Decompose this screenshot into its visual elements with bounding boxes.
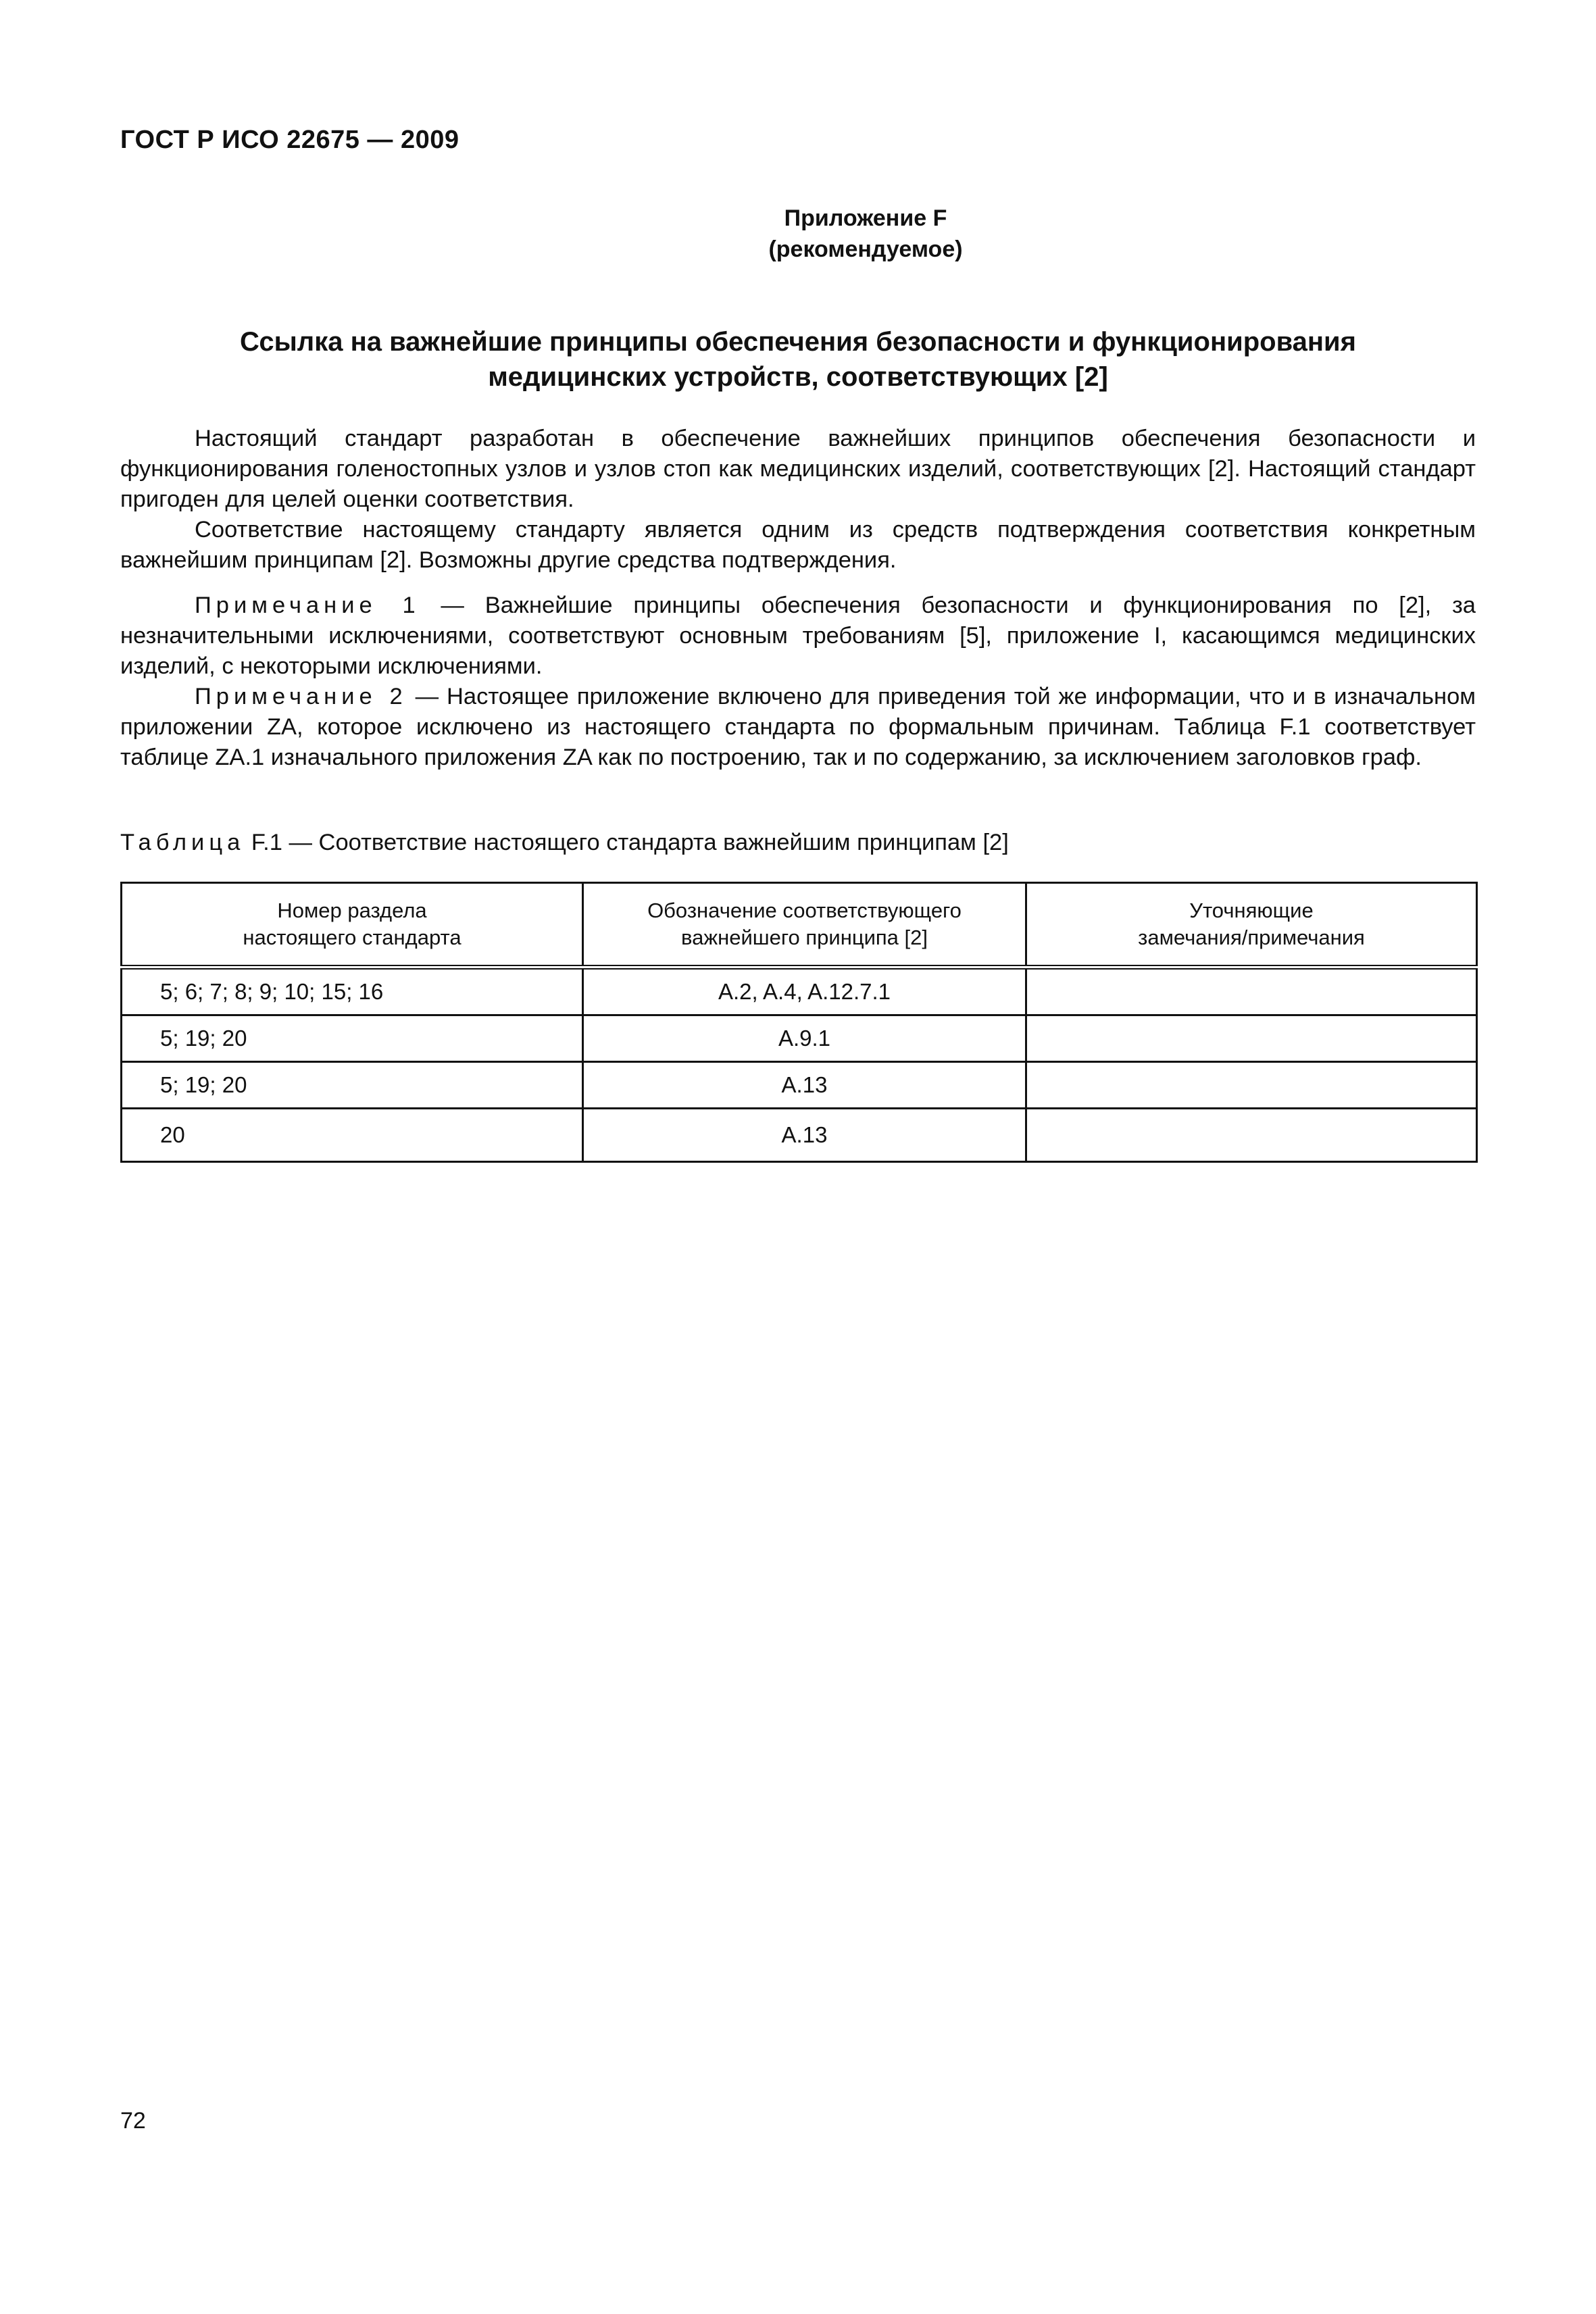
cell-remarks <box>1026 1015 1477 1062</box>
paragraph-2: Соответствие настоящему стандарту является одним из средств подтверждения соответствия конкретным важнейшим принципам [2]. Возможны другие средства подтверждения. <box>120 517 1476 573</box>
header-principle-designation <box>583 883 1026 967</box>
cell-section: 5; 19; 20 <box>122 1062 583 1109</box>
cell-principle: A.9.1 <box>583 1015 1026 1062</box>
cell-remarks <box>1026 967 1477 1015</box>
header-remarks-line-1: Уточняющие <box>1189 899 1314 922</box>
annex-name: Приложение F <box>784 205 947 231</box>
table-row <box>122 1109 1477 1162</box>
cell-remarks <box>1026 1109 1477 1162</box>
header-remarks-line-2: замечания/примечания <box>1138 926 1365 949</box>
header-section-number <box>122 883 583 967</box>
cell-section: 20 <box>122 1109 583 1162</box>
header-remarks <box>1026 883 1477 967</box>
table-header-row <box>122 883 1477 967</box>
cell-principle: A.13 <box>583 1109 1026 1162</box>
body-text <box>120 424 1476 773</box>
annex-heading <box>0 203 1596 265</box>
note-2-text: — Настоящее приложение включено для приведения той же информации, что и в изначальном приложении ZA, которое исключено из настоящего стандарта по формальным причинам. Таблица F.1 соответствует таблице ZA.1 изначального приложения ZA как по построению, так и по содержанию, за исключением заголовков граф. <box>120 684 1476 770</box>
paragraph-1: Настоящий стандарт разработан в обеспечение важнейших принципов обеспечения безопасности и функционирования голеностопных узлов и узлов стоп как медицинских изделий, соответствующих [2]. Настоящий стандарт пригоден для целей оценки соответствия. <box>120 426 1476 512</box>
header-principle-designation-line-1: Обозначение соответствующего <box>647 899 962 922</box>
cell-remarks <box>1026 1062 1477 1109</box>
annex-title-line-2: медицинских устройств, соответствующих [2] <box>488 362 1108 392</box>
table-caption-text: F.1 — Соответствие настоящего стандарта важнейшим принципам [2] <box>245 830 1009 855</box>
header-principle-designation-line-2: важнейшего принципа [2] <box>680 926 928 949</box>
page-number: 72 <box>120 2108 146 2134</box>
cell-section: 5; 6; 7; 8; 9; 10; 15; 16 <box>122 967 583 1015</box>
correspondence-table <box>120 882 1478 1163</box>
note-2 <box>120 682 1476 773</box>
cell-section: 5; 19; 20 <box>122 1015 583 1062</box>
annex-title-line-1: Ссылка на важнейшие принципы обеспечения безопасности и функционирования <box>240 327 1356 357</box>
note-2-label: Примечание 2 <box>195 684 407 709</box>
annex-title <box>120 324 1476 395</box>
table-row <box>122 1015 1477 1062</box>
header-section-number-line-2: настоящего стандарта <box>243 926 462 949</box>
annex-type: (рекомендуемое) <box>768 236 963 262</box>
cell-principle: A.2, A.4, A.12.7.1 <box>583 967 1026 1015</box>
note-1 <box>120 590 1476 682</box>
document-id-header: ГОСТ Р ИСО 22675 — 2009 <box>120 126 459 154</box>
correspondence-table-container <box>120 882 1476 1163</box>
table-row <box>122 967 1477 1015</box>
note-1-label: Примечание 1 <box>195 593 420 618</box>
table-caption-label: Таблица <box>120 830 245 855</box>
table-caption <box>120 830 1009 856</box>
cell-principle: A.13 <box>583 1062 1026 1109</box>
table-row <box>122 1062 1477 1109</box>
header-section-number-line-1: Номер раздела <box>277 899 427 922</box>
note-1-text: — Важнейшие принципы обеспечения безопасности и функционирования по [2], за незначительными исключениями, соответствуют основным требованиям [5], приложение I, касающимся медицинских изделий, с некоторыми исключениями. <box>120 593 1476 679</box>
